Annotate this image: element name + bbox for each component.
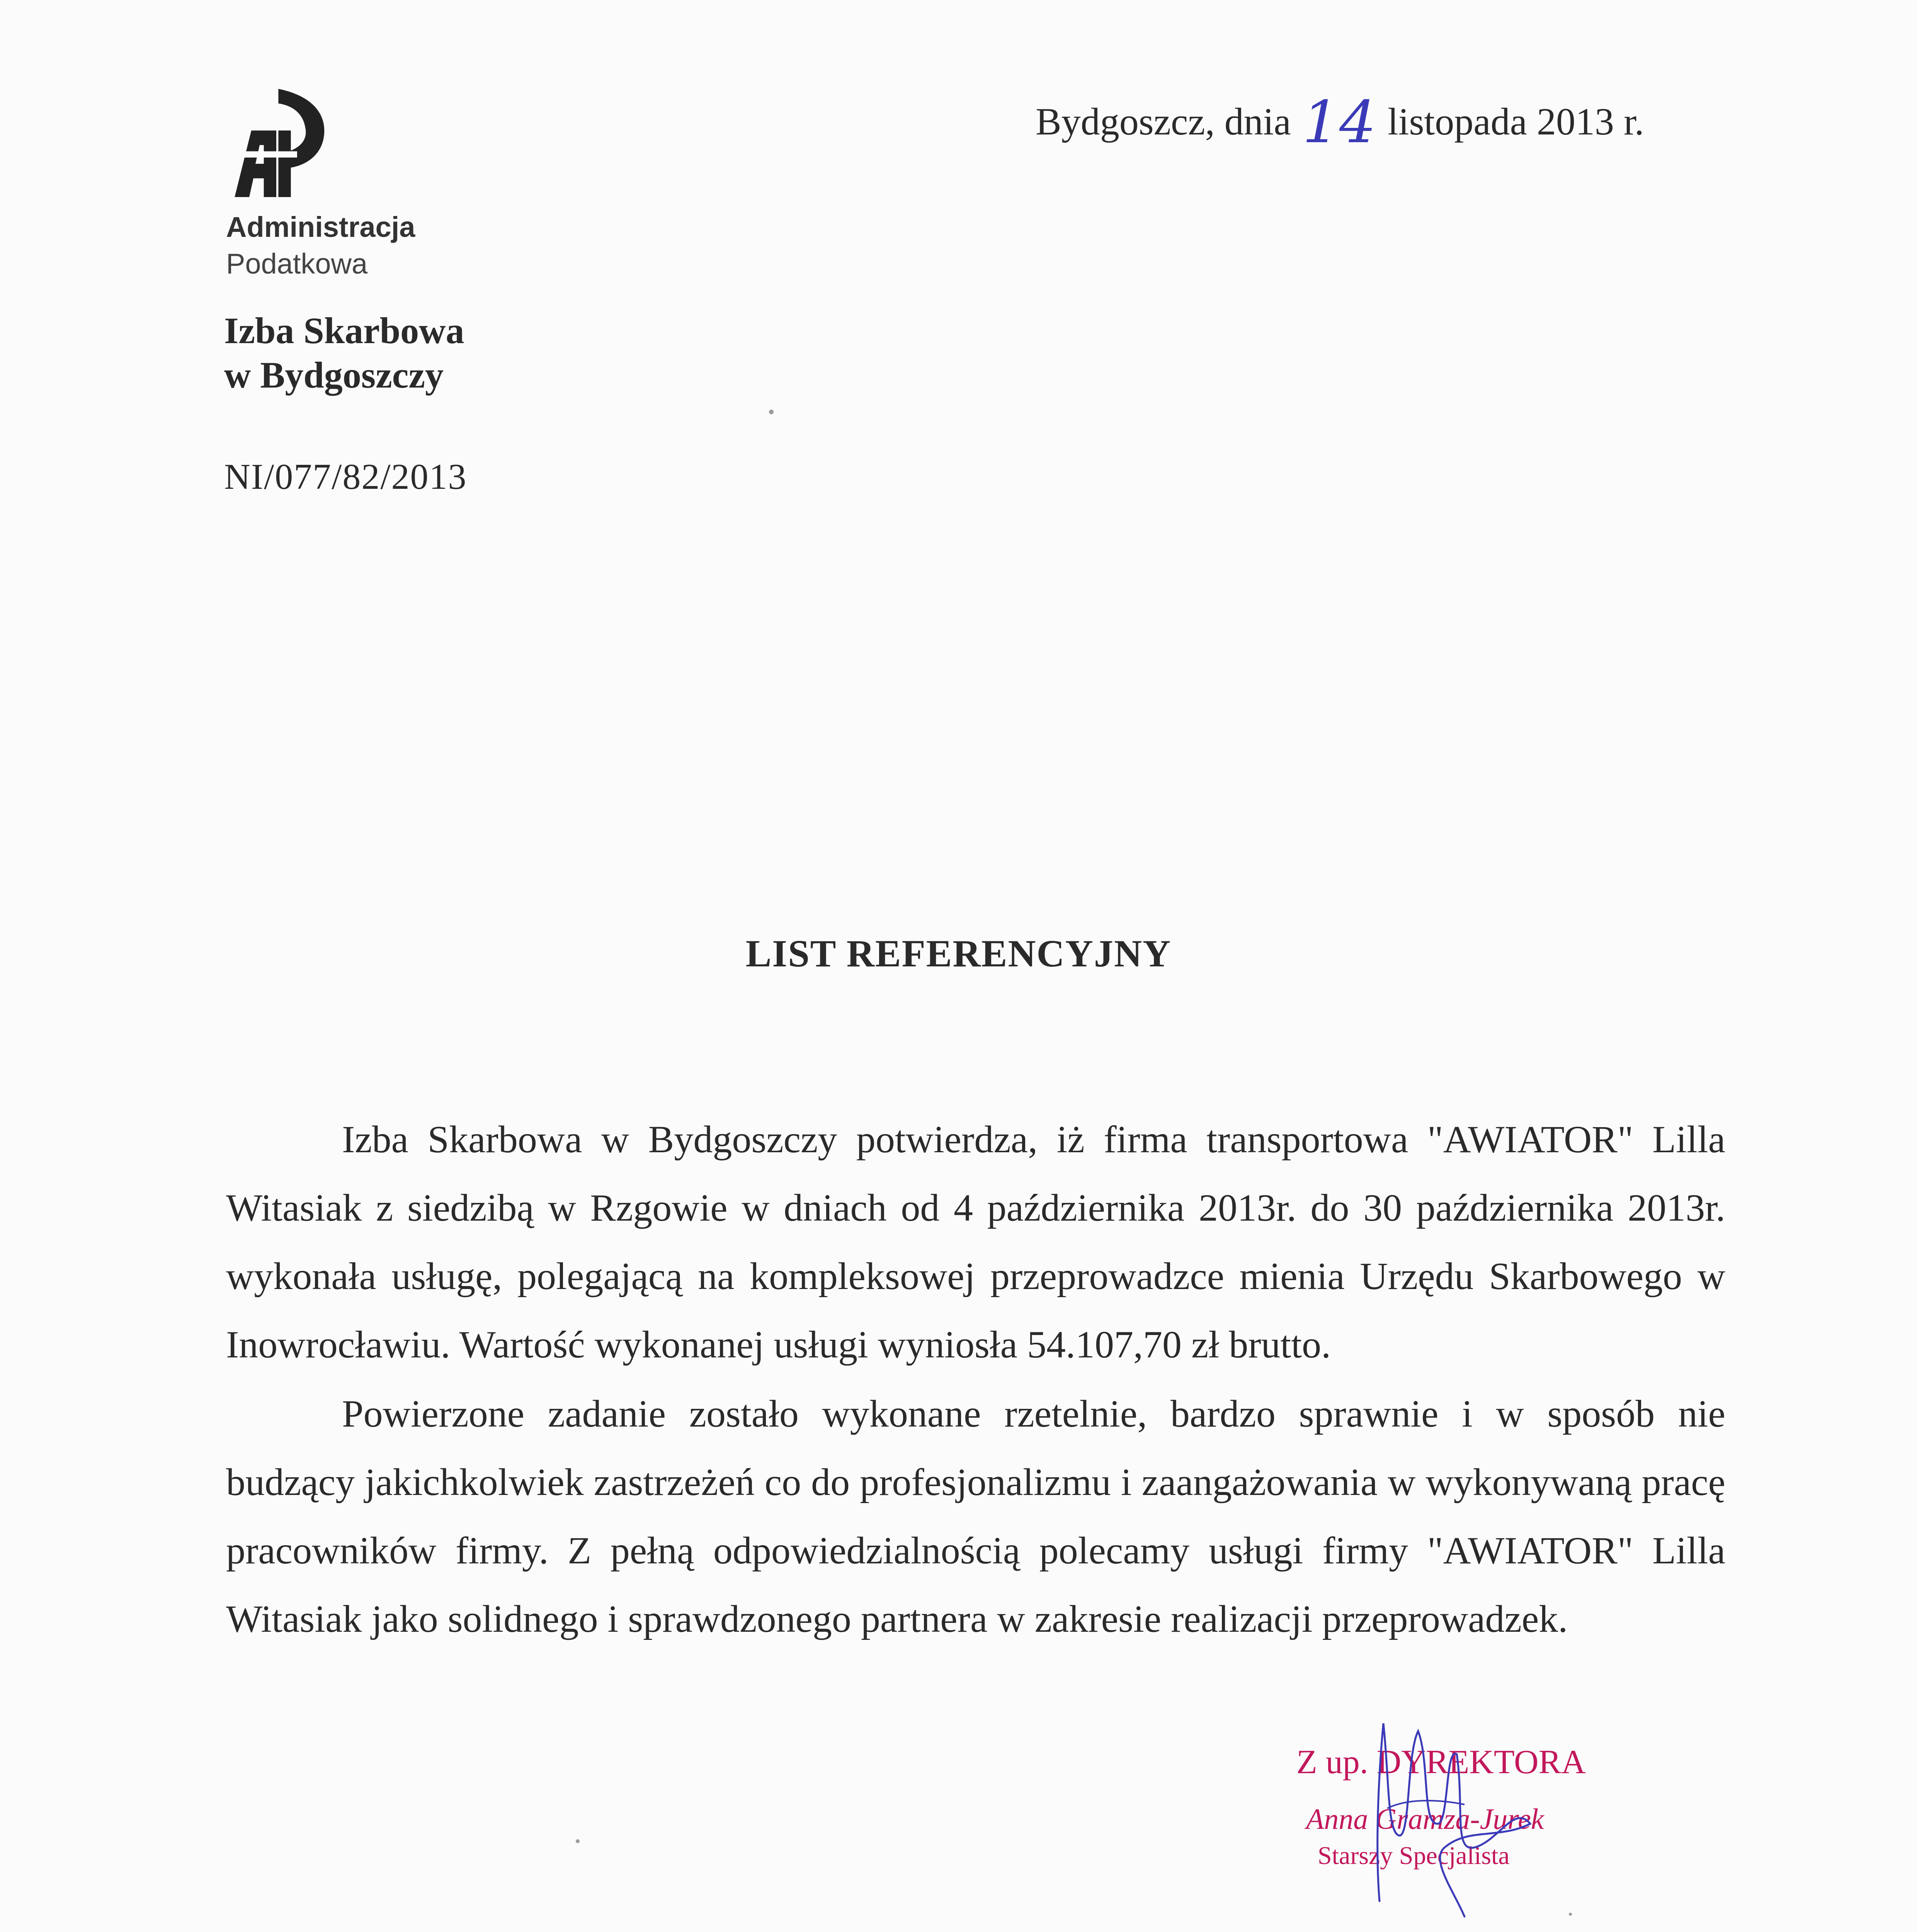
stamp-line-2: Anna Gramza-Jurek — [1306, 1803, 1544, 1835]
letter-title: LIST REFERENCYJNY — [745, 932, 1172, 975]
body-paragraph-2: Powierzone zadanie zostało wykonane rzetelnie, bardzo sprawnie i w sposób nie budzący jakichkolwiek zastrzeżeń co do profesjonalizmu i zaangażowania w wykonywaną pracę pracowników firmy. Z pełną odpowiedzialnością polecamy usługi firmy "AWIATOR" Lilla Witasiak jako solidnego i sprawdzonego partnera w zakresie realizacji przeprowadzek. — [226, 1392, 1725, 1640]
brand-name-line2: Podatkowa — [226, 248, 368, 280]
date-month-year: listopada 2013 r. — [1387, 100, 1644, 143]
handwritten-signature — [1283, 1708, 1631, 1932]
office-name-line1: Izba Skarbowa — [224, 310, 464, 351]
date-place-prefix: Bydgoszcz, dnia — [1036, 100, 1291, 143]
scan-speck — [576, 1839, 580, 1843]
reference-number: NI/077/82/2013 — [224, 457, 467, 497]
office-name-line2: w Bydgoszczy — [224, 354, 444, 396]
brand-name-line1: Administracja — [226, 211, 415, 243]
stamp-line-1: Z up. DYREKTORA — [1296, 1743, 1586, 1781]
stamp-line-3: Starszy Specjalista — [1318, 1842, 1510, 1870]
administracja-podatkowa-logo — [224, 89, 328, 197]
handwritten-day: 14 — [1302, 89, 1376, 156]
scan-speck — [769, 410, 774, 414]
scan-speck — [1569, 1913, 1572, 1916]
date-line — [1036, 89, 1644, 156]
body-paragraph-1: Izba Skarbowa w Bydgoszczy potwierdza, iż firma transportowa "AWIATOR" Lilla Witasiak z siedzibą w Rzgowie w dniach od 4 października 2013r. do 30 października 2013r. wykonała usługę, polegającą na kompleksowej przeprowadzce mienia Urzędu Skarbowego w Inowrocławiu. Wartość wykonanej usługi wyniosła 54.107,70 zł brutto. — [226, 1118, 1725, 1366]
signature-stamp — [1283, 1708, 1631, 1932]
